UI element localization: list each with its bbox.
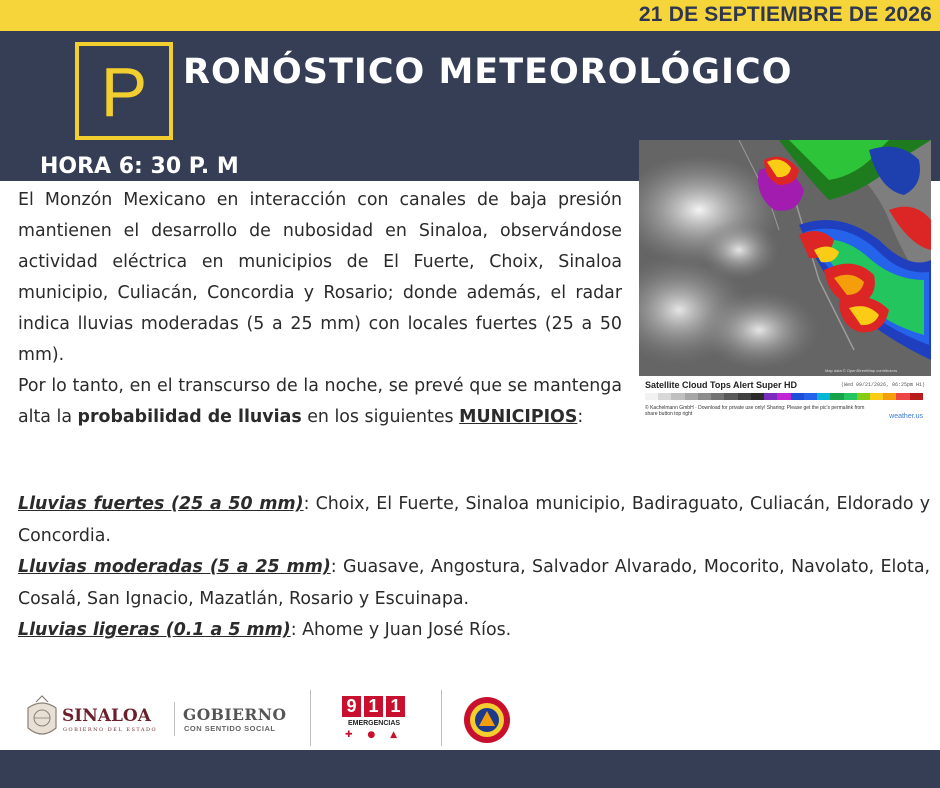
satellite-title: Satellite Cloud Tops Alert Super HD	[645, 380, 798, 390]
logo-divider	[174, 702, 175, 736]
satellite-note: © Kachelmann GmbH · Download for private use only! Sharing: Please get the pic's permalink from share button top right	[645, 405, 865, 417]
rain-moderate-sep: :	[330, 557, 337, 577]
color-scale-swatch	[764, 393, 777, 400]
proteccion-civil-icon	[463, 696, 511, 744]
color-scale-swatch	[645, 393, 658, 400]
gobierno-logo-subtext: CON SENTIDO SOCIAL	[184, 724, 276, 733]
rain-heavy-text: Choix, El Fuerte, Sinaloa municipio, Badiraguato, Culiacán, Eldorado y Concordia.	[18, 494, 930, 546]
e911-label: EMERGENCIAS	[347, 720, 401, 727]
color-scale-swatch	[830, 393, 843, 400]
rain-moderate-text: Guasave, Angostura, Salvador Alvarado, Mocorito, Navolato, Elota, Cosalá, San Ignacio, Mazatlán, Rosario y Escuinapa.	[18, 557, 931, 609]
list-item	[18, 552, 930, 615]
hour-label: HORA 6: 30 P. M	[40, 154, 239, 179]
e911-digit: 1	[364, 696, 383, 717]
e911-digit: 1	[386, 696, 405, 717]
color-scale-swatch	[896, 393, 909, 400]
rain-light-text: Ahome y Juan José Ríos.	[296, 620, 512, 640]
color-scale-swatch	[738, 393, 751, 400]
color-scale	[645, 393, 923, 400]
description-paragraph-1: El Monzón Mexicano en interacción con canales de baja presión mantienen el desarrollo de nubosidad en Sinaloa, observándose actividad eléctrica en municipios de El Fuerte, Choix, Sinaloa municipio, Culiacán, Concordia y Rosario; donde además, el radar indica lluvias moderadas (5 a 25 mm) con locales fuertes (25 a 50 mm).	[18, 190, 622, 365]
emergencias-911-logo	[342, 696, 406, 744]
footer-logos	[0, 684, 940, 750]
rain-heavy-sep: :	[303, 494, 310, 514]
rain-light-sep: :	[290, 620, 297, 640]
color-scale-swatch	[870, 393, 883, 400]
page-title: RONÓSTICO METEOROLÓGICO	[183, 52, 793, 92]
rain-light-label: Lluvias ligeras (0.1 a 5 mm)	[18, 620, 291, 640]
e911-digit: 9	[342, 696, 361, 717]
satellite-brand: weather.us	[889, 413, 923, 420]
title-initial-box	[75, 42, 173, 140]
logo-divider	[310, 690, 311, 746]
para2-start: Por lo tanto, en el transcurso de la noche, se prevé que se mantenga alta la	[18, 376, 622, 427]
satellite-image	[639, 140, 931, 428]
satellite-map-icon	[639, 140, 931, 376]
rain-moderate-label: Lluvias moderadas (5 a 25 mm)	[18, 557, 331, 577]
forecast-list	[18, 489, 930, 647]
color-scale-swatch	[791, 393, 804, 400]
color-scale-swatch	[817, 393, 830, 400]
satellite-caption	[639, 376, 931, 428]
sinaloa-logo-text: SINALOA	[62, 706, 151, 726]
color-scale-swatch	[804, 393, 817, 400]
title-initial: P	[100, 53, 148, 131]
gobierno-logo-text: GOBIERNO	[183, 705, 287, 724]
footer-band	[0, 750, 940, 788]
color-scale-swatch	[883, 393, 896, 400]
sinaloa-logo-subtext: GOBIERNO DEL ESTADO	[63, 727, 158, 733]
municipios-label: MUNICIPIOS	[459, 407, 578, 427]
emergency-cross-icon: ✚ ● ▲	[344, 730, 404, 740]
color-scale-swatch	[698, 393, 711, 400]
color-scale-swatch	[910, 393, 923, 400]
rain-heavy-label: Lluvias fuertes (25 a 50 mm)	[18, 494, 304, 514]
color-scale-swatch	[751, 393, 764, 400]
color-scale-swatch	[658, 393, 671, 400]
para2-mid: en los siguientes	[301, 407, 460, 427]
list-item	[18, 615, 930, 647]
satellite-date: (Wed 09/21/2026, 06:25pm H1)	[840, 382, 925, 388]
sinaloa-seal-icon	[24, 694, 60, 742]
color-scale-swatch	[724, 393, 737, 400]
para2-end: :	[577, 407, 584, 427]
list-item	[18, 489, 930, 552]
forecast-description	[18, 185, 622, 433]
color-scale-swatch	[671, 393, 684, 400]
color-scale-swatch	[844, 393, 857, 400]
top-bar	[0, 0, 940, 31]
color-scale-swatch	[857, 393, 870, 400]
para2-bold: probabilidad de lluvias	[77, 407, 302, 427]
color-scale-swatch	[711, 393, 724, 400]
logo-divider	[441, 690, 442, 746]
color-scale-swatch	[685, 393, 698, 400]
date-label: 21 DE SEPTIEMBRE DE 2026	[638, 3, 932, 26]
svg-text:Map data © OpenStreetMap contr: Map data © OpenStreetMap contributors	[825, 368, 898, 373]
description-paragraph-2	[18, 371, 622, 433]
color-scale-swatch	[777, 393, 790, 400]
